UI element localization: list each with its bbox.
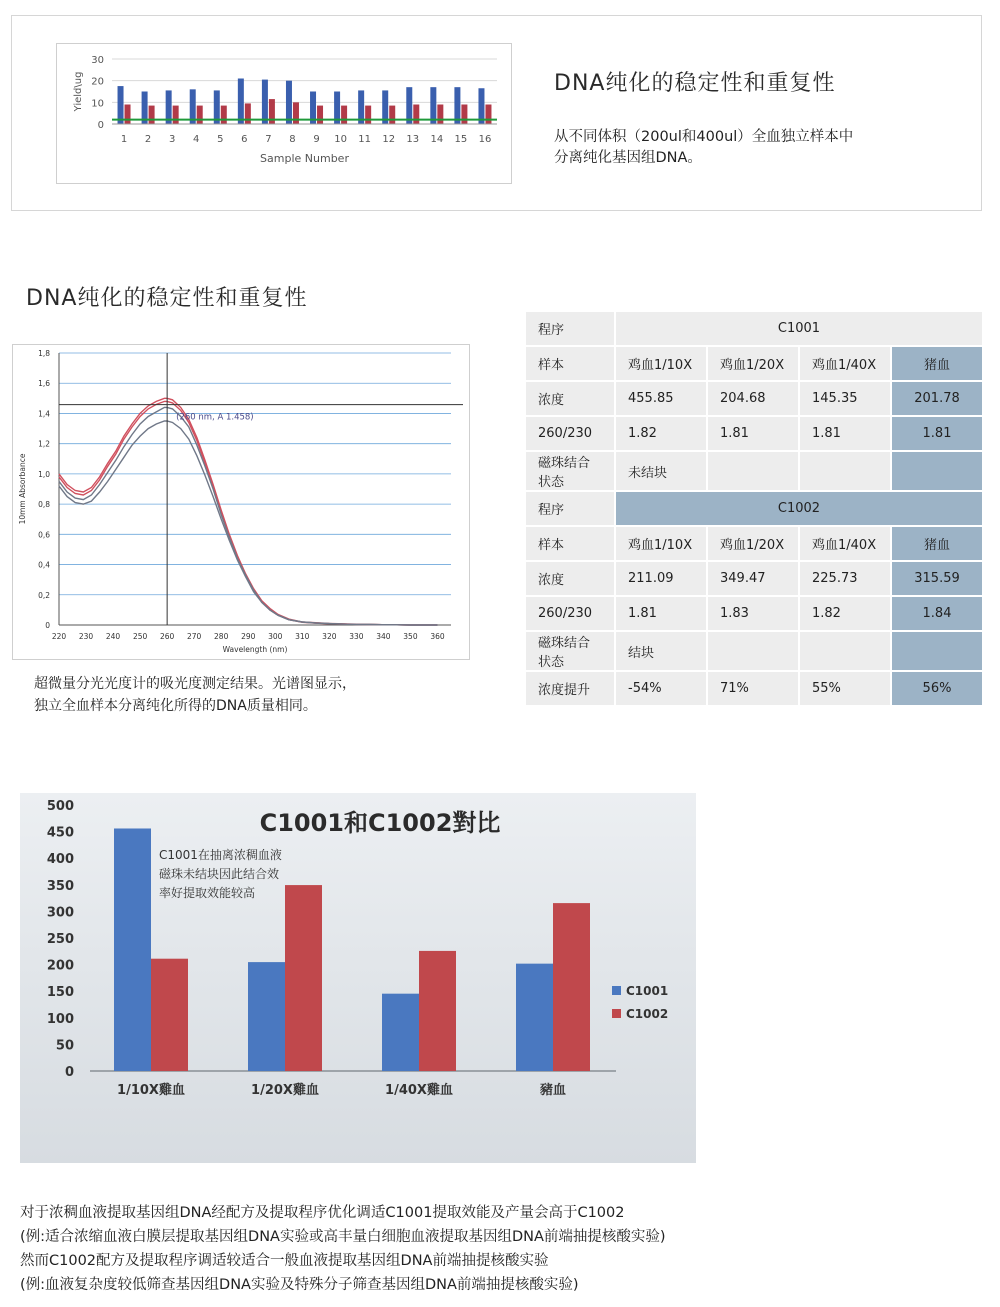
- table-cell: 145.35: [800, 382, 890, 415]
- bar-series2: [245, 103, 251, 124]
- x-tick-label: 8: [289, 134, 296, 145]
- row-label: 浓度: [526, 562, 614, 595]
- x-tick-label: 310: [295, 632, 310, 641]
- legend-swatch-c1001: [612, 986, 621, 995]
- x-tick-label: 3: [168, 134, 176, 145]
- x-category-label: 1/40X雞血: [385, 1083, 453, 1098]
- bar-series1: [262, 80, 268, 124]
- x-tick-label: 220: [51, 632, 67, 641]
- y-tick-label: 10: [91, 98, 104, 110]
- x-tick-label: 350: [403, 632, 418, 641]
- bar-series2: [437, 105, 443, 125]
- y-tick-label: 250: [46, 932, 74, 947]
- absorbance-spectrum-chart: [12, 344, 470, 660]
- spectrum-caption-line2: 独立全血样本分离纯化所得的DNA质量相同。: [34, 698, 317, 714]
- table-cell: -54%: [616, 672, 706, 705]
- table-cell: 1.81: [800, 417, 890, 450]
- table-cell: 1.83: [708, 597, 798, 630]
- y-tick-label: 1,6: [38, 379, 50, 389]
- y-tick-label: 300: [46, 905, 74, 921]
- y-axis-title: 10mm Absorbance: [18, 453, 27, 525]
- y-tick-label: 50: [55, 1038, 74, 1054]
- table-cell: 1.81: [892, 417, 982, 450]
- bar-series2: [389, 106, 395, 124]
- table-cell: 鸡血1/20X: [708, 347, 798, 380]
- y-tick-label: 500: [46, 799, 74, 814]
- x-tick-label: 360: [430, 632, 445, 641]
- table-cell: 1.82: [800, 597, 890, 630]
- section1-desc-line2: 分离纯化基因组DNA。: [554, 150, 702, 166]
- c1001-c1002-comparison-chart: [20, 793, 696, 1163]
- table-cell: 201.78: [892, 382, 982, 415]
- y-tick-label: 1,8: [38, 349, 50, 358]
- row-label: 样本: [526, 347, 614, 380]
- table-cell: 211.09: [616, 562, 706, 595]
- bar-c1002: [553, 903, 590, 1071]
- table-cell: 1.84: [892, 597, 982, 630]
- table-row: [526, 527, 982, 560]
- legend-label-c1002: C1002: [626, 1007, 669, 1021]
- row-label: 程序: [526, 492, 614, 525]
- x-tick-label: 1: [120, 134, 128, 145]
- table-cell: 349.47: [708, 562, 798, 595]
- x-tick-label: 13: [406, 134, 420, 145]
- table-cell: [708, 632, 798, 670]
- table-cell: 结块: [616, 632, 706, 670]
- program-name-cell: C1001: [616, 312, 982, 345]
- bar-c1002: [151, 959, 188, 1071]
- row-label: 浓度: [526, 382, 614, 415]
- legend-label-c1001: C1001: [626, 984, 669, 998]
- table-row: [526, 347, 982, 380]
- table-cell: [800, 452, 890, 490]
- bar-series1: [478, 88, 484, 124]
- x-tick-label: 320: [322, 632, 337, 641]
- bar-series2: [341, 106, 347, 124]
- table-cell: 鸡血1/10X: [616, 527, 706, 560]
- row-label: 260/230: [526, 597, 614, 630]
- y-tick-label: 30: [91, 55, 104, 66]
- y-tick-label: 1,2: [38, 439, 50, 449]
- row-label: 磁珠结合状态: [526, 452, 614, 490]
- x-tick-label: 10: [334, 134, 347, 145]
- x-tick-label: 7: [265, 134, 272, 145]
- y-tick-label: 0: [45, 621, 50, 630]
- table-row: [526, 382, 982, 415]
- chart-annotation-line1: C1001在抽离浓稠血液: [159, 848, 282, 862]
- bar-c1001: [114, 828, 151, 1071]
- spectrum-line-3: [59, 407, 438, 625]
- bar-series1: [454, 87, 460, 124]
- conclusion-line3: 然而C1002配方及提取程序调适较适合一般血液提取基因组DNA前端抽提核酸实验: [20, 1253, 549, 1269]
- x-tick-label: 2: [144, 134, 152, 145]
- chart-title: C1001和C1002對比: [259, 809, 501, 837]
- x-tick-label: 230: [78, 632, 94, 641]
- x-tick-label: 270: [187, 632, 202, 641]
- table-cell: 315.59: [892, 562, 982, 595]
- absorbance-spectrum-svg: [13, 345, 469, 659]
- bar-c1001: [516, 964, 553, 1071]
- conclusion-text: [20, 1201, 980, 1297]
- x-tick-label: 12: [382, 134, 396, 145]
- x-tick-label: 4: [193, 134, 200, 145]
- table-cell: 1.81: [708, 417, 798, 450]
- table-cell: 204.68: [708, 382, 798, 415]
- conclusion-line4: (例:血液复杂度较低筛查基因组DNA实验及特殊分子筛查基因组DNA前端抽提核酸实验): [20, 1277, 579, 1293]
- bar-series2: [221, 106, 227, 124]
- legend-swatch-c1002: [612, 1009, 621, 1018]
- chart-annotation-line3: 率好提取效能较高: [159, 886, 256, 900]
- bar-series2: [365, 106, 371, 124]
- table-cell: [892, 632, 982, 670]
- y-tick-label: 400: [46, 852, 74, 868]
- table-cell: 1.82: [616, 417, 706, 450]
- y-tick-label: 350: [46, 878, 74, 894]
- y-tick-label: 450: [46, 825, 74, 841]
- bar-series1: [286, 81, 292, 124]
- x-tick-label: 16: [478, 134, 492, 145]
- program-name-cell: C1002: [616, 492, 982, 525]
- bar-series1: [238, 79, 244, 125]
- table-cell: 71%: [708, 672, 798, 705]
- table-row: [526, 417, 982, 450]
- table-cell: 猪血: [892, 527, 982, 560]
- table-cell: 鸡血1/40X: [800, 527, 890, 560]
- x-tick-label: 9: [313, 134, 320, 145]
- row-label: 磁珠结合状态: [526, 632, 614, 670]
- y-tick-label: 200: [46, 958, 74, 974]
- x-tick-label: 280: [214, 632, 229, 641]
- x-tick-label: 250: [132, 632, 148, 641]
- table-row: [526, 632, 982, 670]
- x-tick-label: 15: [454, 134, 468, 145]
- y-tick-label: 100: [46, 1011, 74, 1027]
- crosshair-annotation: (260 nm, A 1.458): [176, 412, 254, 423]
- section1-description: [554, 127, 934, 169]
- table-cell: 225.73: [800, 562, 890, 595]
- bar-series2: [317, 106, 323, 124]
- x-category-label: 1/10X雞血: [117, 1083, 185, 1098]
- table-cell: [892, 452, 982, 490]
- table-row: [526, 312, 982, 345]
- table-row: [526, 562, 982, 595]
- chart-annotation-line2: 磁珠未结块因此结合效: [159, 867, 280, 881]
- x-tick-label: 260: [159, 632, 175, 641]
- comparison-table: [524, 310, 984, 707]
- table-cell: 鸡血1/40X: [800, 347, 890, 380]
- bar-series1: [430, 87, 436, 124]
- y-tick-label: 0,4: [38, 560, 50, 570]
- x-axis-title: Wavelength (nm): [222, 645, 288, 654]
- bar-series1: [406, 87, 412, 124]
- table-cell: 56%: [892, 672, 982, 705]
- table-cell: 55%: [800, 672, 890, 705]
- bar-series2: [173, 106, 179, 124]
- conclusion-line1: 对于浓稠血液提取基因组DNA经配方及提取程序优化调适C1001提取效能及产量会高于C1002: [20, 1205, 625, 1221]
- table-cell: [800, 632, 890, 670]
- bar-series2: [149, 106, 155, 124]
- row-label: 程序: [526, 312, 614, 345]
- spectrum-caption: [34, 673, 356, 717]
- x-tick-label: 240: [105, 632, 121, 641]
- table-row: [526, 492, 982, 525]
- comparison-chart-svg: [20, 793, 696, 1163]
- table-row: [526, 597, 982, 630]
- spectrum-caption-line1: 超微量分光光度计的吸光度测定结果。光谱图显示，: [34, 676, 356, 692]
- x-tick-label: 14: [430, 134, 444, 145]
- table-cell: 455.85: [616, 382, 706, 415]
- section1-desc-line1: 从不同体积（200ul和400ul）全血独立样本中: [554, 129, 854, 145]
- row-label: 浓度提升: [526, 672, 614, 705]
- x-axis-title: Sample Number: [260, 152, 349, 165]
- y-tick-label: 1,0: [38, 469, 50, 479]
- x-category-label: 豬血: [539, 1083, 567, 1098]
- x-tick-label: 330: [349, 632, 364, 641]
- x-tick-label: 340: [376, 632, 391, 641]
- bar-series2: [125, 105, 131, 125]
- y-tick-label: 1,4: [38, 409, 50, 419]
- y-tick-label: 0: [97, 120, 104, 131]
- spectrum-line-2: [59, 401, 438, 625]
- conclusion-line2: (例:适合浓缩血液白膜层提取基因组DNA实验或高丰量白细胞血液提取基因组DNA前端抽提核酸实验): [20, 1229, 666, 1245]
- bar-series1: [118, 86, 124, 124]
- y-tick-label: 0,6: [38, 530, 50, 540]
- x-tick-label: 6: [241, 134, 248, 145]
- x-tick-label: 5: [217, 134, 224, 145]
- yield-bar-chart: [56, 43, 512, 184]
- x-category-label: 1/20X雞血: [251, 1083, 319, 1098]
- x-tick-label: 300: [268, 632, 283, 641]
- bar-series2: [293, 102, 299, 124]
- x-tick-label: 290: [241, 632, 256, 641]
- row-label: 样本: [526, 527, 614, 560]
- bar-c1002: [285, 885, 322, 1071]
- y-tick-label: 0,2: [38, 590, 50, 600]
- table-cell: [708, 452, 798, 490]
- bar-c1002: [419, 951, 456, 1071]
- table-row: [526, 672, 982, 705]
- y-tick-label: 150: [46, 985, 74, 1001]
- bar-series2: [413, 105, 419, 125]
- row-label: 260/230: [526, 417, 614, 450]
- y-tick-label: 0: [64, 1065, 74, 1080]
- x-tick-label: 11: [358, 134, 372, 145]
- table-cell: 猪血: [892, 347, 982, 380]
- section1-title: DNA纯化的稳定性和重复性: [554, 71, 836, 96]
- table-cell: 鸡血1/20X: [708, 527, 798, 560]
- table-row: [526, 452, 982, 490]
- y-tick-label: 20: [91, 76, 104, 88]
- y-axis-title: Yield\ug: [73, 71, 84, 112]
- yield-bar-chart-svg: [57, 44, 511, 183]
- spectrum-line-1: [59, 398, 438, 625]
- bar-series2: [485, 105, 491, 125]
- bar-series2: [461, 105, 467, 125]
- y-tick-label: 0,8: [38, 500, 50, 510]
- bar-c1001: [382, 994, 419, 1071]
- bar-series2: [197, 106, 203, 124]
- section2-title: DNA纯化的稳定性和重复性: [26, 286, 308, 311]
- table-cell: 未结块: [616, 452, 706, 490]
- table-cell: 1.81: [616, 597, 706, 630]
- table-cell: 鸡血1/10X: [616, 347, 706, 380]
- bar-c1001: [248, 962, 285, 1071]
